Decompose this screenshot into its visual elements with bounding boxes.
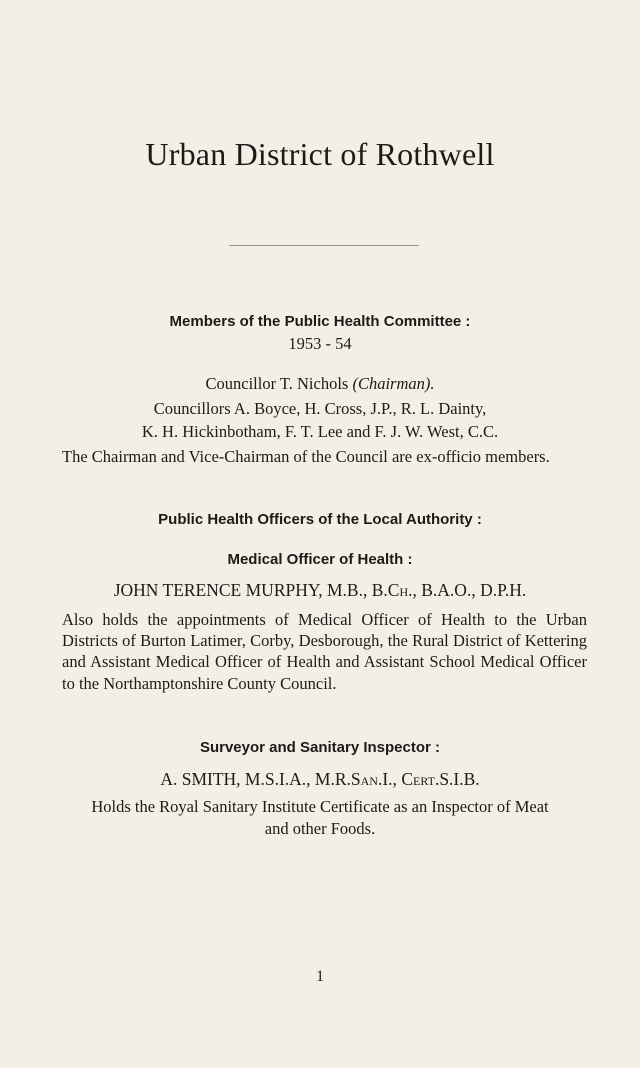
- surveyor-certificate: Holds the Royal Sanitary Institute Certificate as an Inspector of Meat: [91, 797, 549, 816]
- committee-members-line-2: K. H. Hickinbotham, F. T. Lee and F. J. W. West, C.C.: [141, 422, 499, 441]
- surveyor-name-end: .S.I.B.: [434, 769, 480, 789]
- medical-officer-name-tail: ., B.A.O., D.P.H.: [408, 580, 527, 600]
- surveyor-certificate-tail: and other Foods.: [264, 819, 376, 838]
- committee-years: 1953 - 54: [288, 334, 352, 353]
- officers-heading: Public Health Officers of the Local Authority :: [158, 511, 482, 528]
- surveyor-qual-cert: Cert: [401, 769, 435, 789]
- medical-officer-name: [0, 580, 640, 601]
- surveyor-qual-san: San: [350, 769, 378, 789]
- medical-officer-heading: Medical Officer of Health :: [227, 551, 413, 568]
- surveyor-name-start: A. SMITH, M.S.I.A., M.R.: [160, 769, 351, 789]
- medical-officer-appointments: Also holds the appointments of Medical Officer of Health to the Urban Districts of Burton Latimer, Corby, Desborough, the Rural District of Kettering and Assistant Medical Officer of Health and Assistant School Medical Officer to the Northamptonshire County Council.: [62, 610, 587, 693]
- title-divider: [229, 245, 419, 246]
- chairman-line: [0, 374, 640, 394]
- ex-officio-note: The Chairman and Vice-Chairman of the Council are ex-officio members.: [62, 447, 550, 466]
- chairman-name: Councillor T. Nichols: [205, 374, 353, 393]
- medical-officer-name-start: JOHN TERENCE MURPHY, M.B., B.: [113, 580, 388, 600]
- surveyor-name: [0, 769, 640, 790]
- surveyor-heading: Surveyor and Sanitary Inspector :: [199, 739, 441, 756]
- committee-heading: Members of the Public Health Committee :: [169, 313, 471, 330]
- medical-officer-qual-ch: Ch: [387, 580, 409, 600]
- page-number: 1: [316, 968, 324, 985]
- chairman-role: (Chairman).: [352, 374, 435, 393]
- page-title: Urban District of Rothwell: [145, 136, 495, 172]
- surveyor-name-mid: .I.,: [377, 769, 402, 789]
- committee-members-line-1: Councillors A. Boyce, H. Cross, J.P., R. L. Dainty,: [153, 399, 487, 418]
